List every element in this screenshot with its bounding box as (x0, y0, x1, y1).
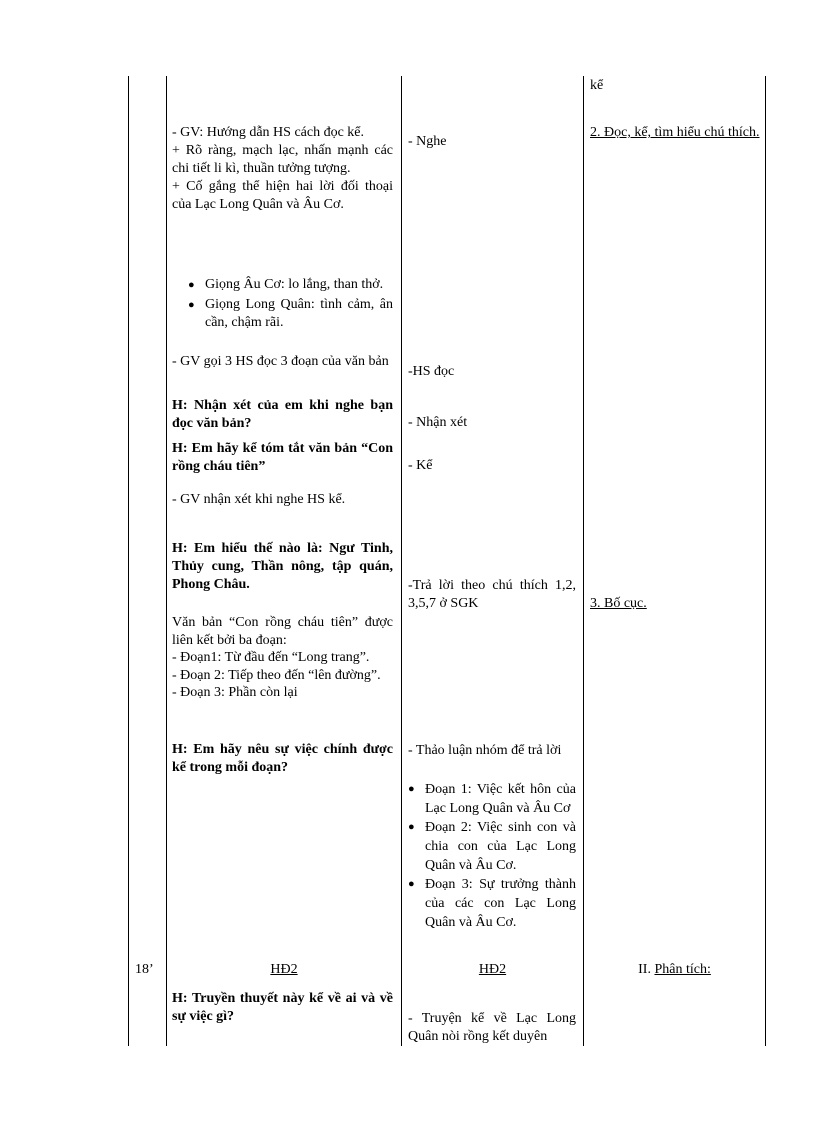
voice-auco: ● Giọng Âu Cơ: lo lắng, than thở. (186, 276, 393, 294)
student-comment: - Nhận xét (408, 415, 468, 430)
voice-llq: ● Giọng Long Quân: tình cảm, ân cần, chậm rãi. (186, 296, 393, 332)
guide-point-1: + Rõ ràng, mạch lạc, nhấn mạnh các chi tiết li kì, thuần tưởng tượng. (172, 143, 393, 176)
student-answer-notes: -Trả lời theo chú thích 1,2, 3,5,7 ở SGK (408, 578, 576, 611)
time-cell: 18’ (135, 962, 154, 977)
col4-continuation: kể (590, 78, 604, 93)
student-discuss: - Thảo luận nhóm để trả lời (408, 743, 562, 758)
guide-intro: - GV: Hướng dẫn HS cách đọc kể. (172, 125, 365, 140)
question-1: H: Nhận xét của em khi nghe bạn đọc văn bản? (172, 398, 393, 431)
section-3-label: 3. Bố cục. (590, 596, 647, 611)
question-5: H: Truyền thuyết này kể về ai và về sự việc gì? (172, 991, 393, 1024)
hd2-student: HĐ2 (478, 962, 507, 977)
structure-intro: Văn bản “Con rồng cháu tiên” được liên kết bởi ba đoạn: (172, 615, 393, 648)
call-read: - GV gọi 3 HS đọc 3 đoạn của văn bản (172, 354, 389, 369)
table-border-col3 (583, 76, 584, 1046)
guide-point-2: + Cố gắng thể hiện hai lời đối thoại của Lạc Long Quân và Âu Cơ. (172, 179, 393, 212)
section-3-heading (590, 595, 760, 613)
section-ii-heading: II. Phân tích: (638, 962, 711, 977)
voice-list (186, 276, 393, 332)
table-border-left (128, 76, 129, 1046)
paragraph-3: - Đoạn 3: Phần còn lại (172, 685, 298, 700)
section-2-heading: 2. Đọc, kể, tìm hiểu chú thích. (590, 125, 760, 140)
event-1: ● Đoạn 1: Việc kết hôn của Lạc Long Quân và Âu Cơ (408, 780, 576, 818)
student-tell: - Kể (408, 458, 433, 473)
student-story-about: - Truyện kể về Lạc Long Quân nòi rồng kết duyên (408, 1011, 576, 1044)
paragraph-2: - Đoạn 2: Tiếp theo đến “lên đường”. (172, 667, 381, 683)
event-2: ● Đoạn 2: Việc sinh con và chia con của Lạc Long Quân và Âu Cơ. (408, 818, 576, 875)
events-list (408, 780, 576, 932)
student-listen: - Nghe (408, 134, 447, 149)
table-border-col1 (166, 76, 167, 1046)
student-read: -HS đọc (408, 364, 455, 379)
hd2-teacher: HĐ2 (270, 962, 298, 977)
question-2: H: Em hãy kể tóm tắt văn bản “Con rồng cháu tiên” (172, 441, 393, 474)
table-border-right (765, 76, 766, 1046)
structure-block (172, 614, 393, 702)
event-3: ● Đoạn 3: Sự trưởng thành của các con Lạc Long Quân và Âu Cơ. (408, 875, 576, 932)
guide-reading-block (172, 124, 393, 214)
question-4: H: Em hãy nêu sự việc chính được kể trong mỗi đoạn? (172, 742, 393, 775)
paragraph-1: - Đoạn1: Từ đầu đến “Long trang”. (172, 650, 370, 665)
table-border-col2 (401, 76, 402, 1046)
gv-comment: - GV nhận xét khi nghe HS kể. (172, 492, 346, 507)
question-3: H: Em hiểu thế nào là: Ngư Tinh, Thủy cung, Thần nông, tập quán, Phong Châu. (172, 541, 393, 592)
